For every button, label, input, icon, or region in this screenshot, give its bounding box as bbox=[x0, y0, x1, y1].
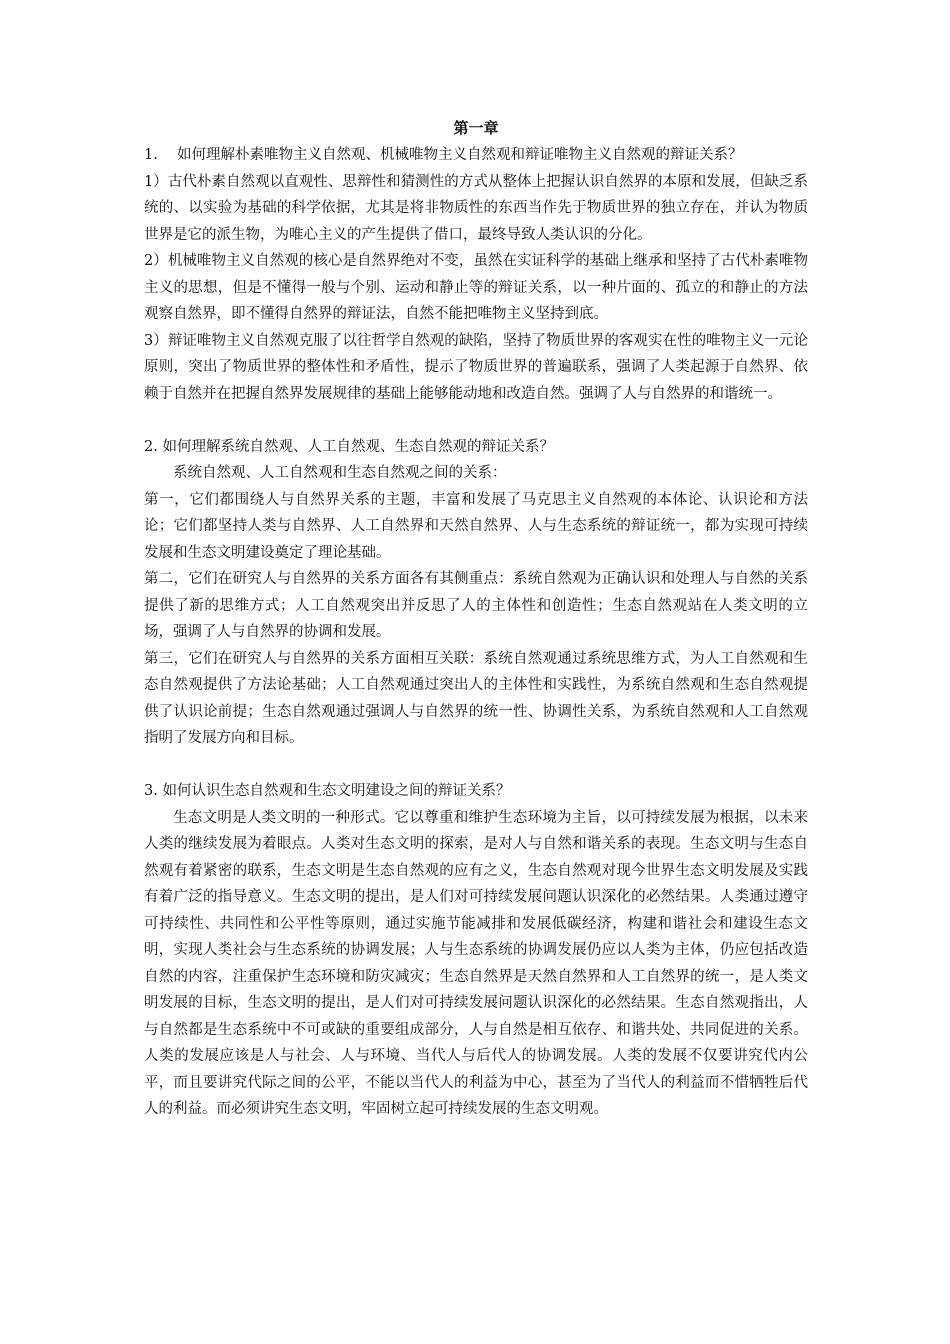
question-1: 1. 如何理解朴素唯物主义自然观、机械唯物主义自然观和辩证唯物主义自然观的辩证关系？ bbox=[144, 147, 743, 163]
paragraph-spacer bbox=[144, 407, 808, 434]
document-body bbox=[144, 114, 808, 1123]
answer-2-point-2: 第二，它们在研究人与自然界的关系方面各有其侧重点：系统自然观为正确认识和处理人与自然的关系提供了新的思维方式；人工自然观突出并反思了人的主体性和创造性；生态自然观站在人类文明的立场，强调了人与自然界的协调和发展。 bbox=[144, 571, 808, 640]
answer-2-point-3: 第三，它们在研究人与自然界的关系方面相互关联：系统自然观通过系统思维方式，为人工自然观和生态自然观提供了方法论基础；人工自然观通过突出人的主体性和实践性，为系统自然观和生态自然观提供了认识论前提；生态自然观通过强调人与自然界的统一性、协调性关系，为系统自然观和人工自然观指明了发展方向和目标。 bbox=[144, 650, 808, 746]
answer-1-part-1: 1）古代朴素自然观以直观性、思辩性和猜测性的方式从整体上把握认识自然界的本原和发展，但缺乏系统的、以实验为基础的科学依据，尤其是将非物质性的东西当作先于物质世界的独立存在，并认为物质世界是它的派生物，为唯心主义的产生提供了借口，最终导致人类认识的分化。 bbox=[144, 173, 808, 243]
chapter-title: 第一章 bbox=[453, 119, 499, 137]
answer-1-part-3: 3）辩证唯物主义自然观克服了以往哲学自然观的缺陷，坚持了物质世界的客观实在性的唯物主义一元论原则，突出了物质世界的整体性和矛盾性，提示了物质世界的普遍联系，强调了人类起源于自然界、依赖于自然并在把握自然界发展规律的基础上能够能动地和改造自然。强调了人与自然界的和谐统一。 bbox=[144, 332, 808, 402]
answer-1-part-2: 2）机械唯物主义自然观的核心是自然界绝对不变，虽然在实证科学的基础上继承和坚持了古代朴素唯物主义的思想，但是不懂得一般与个别、运动和静止等的辩证关系，以一种片面的、孤立的和静止的方法观察自然界，即不懂得自然界的辩证法，自然不能把唯物主义坚持到底。 bbox=[144, 253, 808, 322]
answer-2-intro: 系统自然观、人工自然观和生态自然观之间的关系： bbox=[173, 465, 507, 481]
answer-3: 生态文明是人类文明的一种形式。它以尊重和维护生态环境为主旨，以可持续发展为根据，以未来人类的继续发展为着眼点。人类对生态文明的探索，是对人与自然和谐关系的表现。生态文明与生态自然观有着紧密的联系，生态文明是生态自然观的应有之义，生态自然观对现今世界生态文明发展及实践有着广泛的指导意义。生态文明的提出，是人们对可持续发展问题认识深化的必然结果。人类通过遵守可持续性、共同性和公平性等原则，通过实施节能减排和发展低碳经济，构建和谐社会和建设生态文明，实现人类社会与生态系统的协调发展；人与生态系统的协调发展仍应以人类为主体，仍应包括改造自然的内容，注重保护生态环境和防灾减灾；生态自然界是天然自然界和人工自然界的统一，是人类文明发展的目标，生态文明的提出，是人们对可持续发展问题认识深化的必然结果。生态自然观指出，人与自然都是生态系统中不可或缺的重要组成部分，人与自然是相互依存、和谐共处、共同促进的关系。人类的发展应该是人与社会、人与环境、当代人与后代人的协调发展。人类的发展不仅要讲究代内公平，而且要讲究代际之间的公平，不能以当代人的利益为中心，甚至为了当代人的利益而不惜牺牲后代人的利益。而必须讲究生态文明，牢固树立起可持续发展的生态文明观。 bbox=[144, 809, 808, 1117]
question-3: 3. 如何认识生态自然观和生态文明建设之间的辩证关系？ bbox=[144, 783, 511, 799]
paragraph-spacer bbox=[144, 752, 808, 779]
answer-2-point-1: 第一，它们都围绕人与自然界关系的主题，丰富和发展了马克思主义自然观的本体论、认识论和方法论；它们都坚持人类与自然界、人工自然界和天然自然界、人与生态系统的辩证统一，都为实现可持续发展和生态文明建设奠定了理论基础。 bbox=[144, 491, 808, 561]
question-2: 2. 如何理解系统自然观、人工自然观、生态自然观的辩证关系？ bbox=[144, 438, 554, 455]
